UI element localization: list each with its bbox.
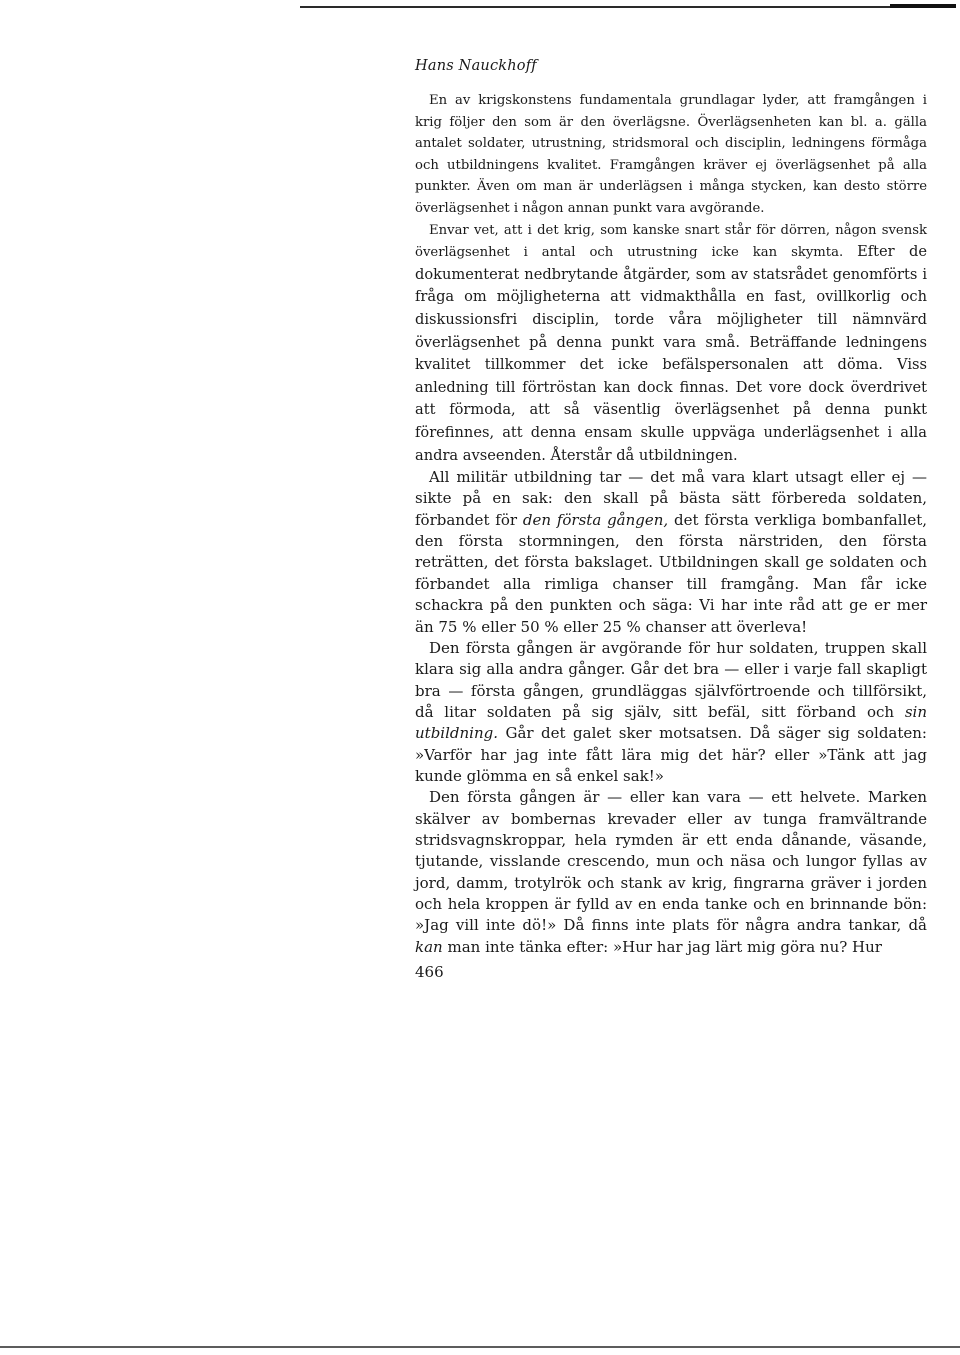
paragraph-3-before: All militär utbildning tar — det må vara klart utsagt eller ej — sikte på en sak: den skall på bästa sätt förbereda soldaten, förbandet för	[415, 468, 927, 529]
scan-edge-bottom	[0, 1346, 960, 1348]
scan-edge-top	[300, 6, 956, 8]
paragraph-5-after: man inte tänka efter: »Hur har jag lärt mig göra nu? Hur	[442, 937, 882, 956]
paragraph-4-after: Går det galet sker motsatsen. Då säger sig soldaten: »Varför har jag inte fått lära mig det här? eller »Tänk att jag kunde glömma en så enkel sak!»	[415, 724, 927, 785]
author-heading: Hans Nauckhoff	[415, 58, 537, 74]
scan-edge-top-mark	[890, 4, 956, 8]
paragraph-2-tail: Efter de dokumenterat nedbrytande åtgärder, som av statsrådet genomförts i fråga om möjligheterna att vidmakthålla en fast, ovillkorlig och diskussionsfri disciplin, torde våra möjligheter till nämnvärd överlägsenhet på denna punkt vara små. Beträffande ledningens kvalitet tillkommer det icke befälspersonalen att döma. Viss anledning till förtröstan kan dock finnas. Det vore dock överdrivet att förmoda, att så väsentlig överlägsenhet på denna punkt förefinnes, att denna ensam skulle uppväga underlägsenhet i alla andra avseenden. Återstår då utbildningen.	[415, 243, 927, 464]
page-number: 466	[415, 963, 444, 981]
paragraph-4-before: Den första gången är avgörande för hur soldaten, truppen skall klara sig alla andra gånger. Går det bra — eller i varje fall skapligt bra — första gången, grundläggas självförtroende och tillförsikt, då litar soldaten på sig själv, sitt befäl, sitt förband och	[415, 638, 927, 721]
paragraph-4	[415, 638, 927, 787]
paragraph-5	[415, 787, 927, 958]
paragraph-5-before: Den första gången är — eller kan vara — ett helvete. Marken skälver av bombernas krevader eller av tunga framvältrande stridsvagnskroppar, hela rymden är ett enda dånande, väsande, tjutande, visslande crescendo, mun och näsa och lungor fyllas av jord, damm, trotylrök och stank av krig, fingrarna gräver i jorden och hela kroppen är fylld av en enda tanke och en brinnande bön: »Jag vill inte dö!» Då finns inte plats för några andra tankar, då	[415, 788, 927, 935]
paragraph-4-emphasis: sin utbildning.	[415, 702, 927, 743]
paragraph-5-emphasis: kan	[415, 937, 443, 956]
paragraph-3-after: det första verkliga bombanfallet, den första stormningen, den första närstriden, den första reträtten, det första bakslaget. Utbildningen skall ge soldaten och förbandet alla rimliga chanser till framgång. Man får icke schackra på den punkten och säga: Vi har inte råd att ge er mer än 75 % eller 50 % eller 25 % chanser att överleva!	[415, 510, 927, 636]
text-block-large	[415, 467, 927, 958]
text-block-small	[415, 90, 927, 467]
paragraph-1: En av krigskonstens fundamentala grundlagar lyder, att framgången i krig följer den som är den överlägsne. Överlägsenheten kan bl. a. gälla antalet soldater, utrustning, stridsmoral och disciplin, ledningens förmåga och utbildningens kvalitet. Framgången kräver ej överlägsenhet på alla punkter. Även om man är underlägsen i många stycken, kan desto större överlägsenhet i någon annan punkt vara avgörande.	[415, 93, 927, 216]
paragraph-3	[415, 467, 927, 638]
paragraph-2-text: Envar vet, att i det krig, som kanske snart står för dörren, någon svensk överlägsenhet i antal och utrustning icke kan skymta.	[415, 222, 927, 261]
paragraph-3-emphasis: den första gången,	[522, 510, 669, 529]
page-body	[415, 58, 927, 958]
paragraph-2	[415, 220, 927, 468]
